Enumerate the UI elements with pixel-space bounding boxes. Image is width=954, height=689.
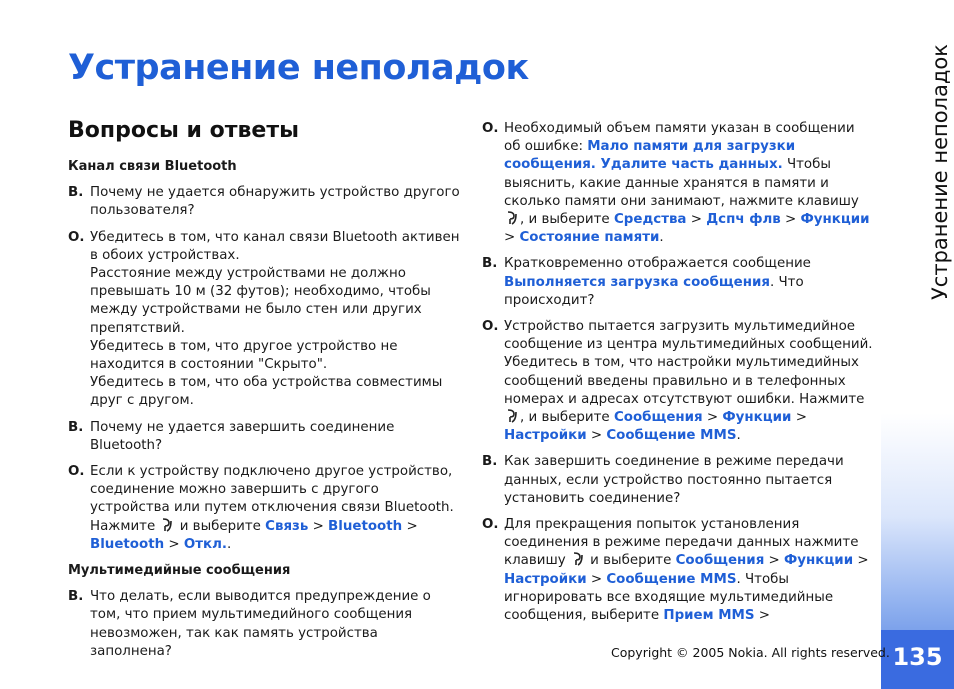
page-number-box [881,630,954,689]
question-label: В. [482,454,498,470]
answer-text: Если к устройству подключено другое устройство, соединение можно завершить с другого устройства или путем отключения связи Bluetooth. Нажмите [90,464,454,534]
question-item [68,588,460,661]
page-title: Устранение неполадок [68,48,529,88]
answer-label: О. [68,464,85,480]
answer-text: . Чтобы игнорировать все входящие мультимедийные сообщения, выберите [504,571,834,624]
answer-text: и выберите [590,553,672,569]
menu-key-icon [161,518,173,532]
menu-path-item: Bluetooth [90,536,165,552]
menu-path-item: Сообщения [675,553,765,569]
question-text: Почему не удается обнаружить устройство другого пользователя? [90,185,460,219]
menu-path-item: Дспч флв [706,212,781,228]
status-message: Выполняется загрузка сообщения [504,274,770,290]
answer-item [68,229,460,411]
question-text: Что делать, если выводится предупреждение о том, что прием мультимедийного сообщения невозможен, так как память устройства заполнена? [90,589,431,659]
subheading-bluetooth: Канал связи Bluetooth [68,159,237,174]
menu-path-separator: > [164,536,184,552]
answer-text: Убедитесь в том, что канал связи Bluetooth активен в обоих устройствах. [90,229,460,263]
answer-text: , и выберите [520,410,610,426]
answer-item [68,463,460,554]
question-item [482,255,874,310]
question-label: В. [68,185,84,201]
menu-path-item: Сообщение MMS [606,571,737,587]
question-label: В. [482,256,498,272]
question-item [482,453,874,508]
answer-label: О. [482,319,499,335]
answer-text: , и выберите [520,212,610,228]
menu-path-separator: > [764,553,785,569]
question-text: Почему не удается завершить соединение Bluetooth? [90,419,395,453]
menu-path-separator: > [686,212,707,228]
menu-path-separator: > [780,212,801,228]
answer-label: О. [482,517,499,533]
menu-path-item: Сообщения [613,410,703,426]
menu-path-item: Связь [265,518,309,534]
menu-path-separator: > [504,230,520,246]
answer-text: Чтобы выяснить, какие данные хранятся в памяти и сколько памяти они занимают, нажмите клавишу [504,157,859,209]
answer-text: Необходимый объем памяти указан в сообщении об ошибке: [504,121,855,155]
subheading-mms: Мультимедийные сообщения [68,563,291,579]
menu-path-separator: > [586,571,607,587]
left-column [68,158,460,669]
menu-path-item: Сообщение MMS [606,428,737,444]
menu-path-separator: > [402,518,418,534]
punctuation: . [659,230,664,246]
answer-text: Расстояние между устройствами не должно превышать 10 м (32 футов); необходимо, чтобы между устройствами не было стен или других препятствий. [90,266,431,336]
menu-path-separator: > [586,428,607,444]
question-label: В. [68,419,84,435]
question-text: . Что происходит? [504,274,804,308]
menu-key-icon [572,552,584,566]
side-tab-label: Устранение неполадок [928,44,952,300]
copyright-notice: Copyright © 2005 Nokia. All rights reserved. [611,645,890,660]
page-number: 135 [892,643,943,671]
menu-path-item: Настройки [504,571,587,587]
menu-path-separator: > [754,608,771,624]
menu-path-item: Прием MMS [663,608,755,624]
menu-path-separator: > [308,518,329,534]
menu-path-item: Функции [784,553,854,569]
menu-path-item: Откл. [183,536,228,552]
question-item [68,184,460,220]
answer-text: Для прекращения попыток установления соединения в режиме передачи данных нажмите клавишу [504,517,859,569]
answer-item [482,318,874,445]
punctuation: . [227,536,232,552]
question-item [68,419,460,455]
menu-path-item: Bluetooth [328,518,403,534]
answer-label: О. [482,121,499,136]
question-text: Как завершить соединение в режиме передачи данных, если устройство постоянно пытается установить соединение? [504,454,844,506]
question-text: Кратковременно отображается сообщение [504,256,811,272]
error-message: Мало памяти для загрузки сообщения. Удалите часть данных. [504,139,796,173]
menu-path-item: Средства [613,212,687,228]
menu-key-icon [506,211,518,225]
menu-path-item: Состояние памяти [519,230,660,246]
answer-label: О. [68,229,85,245]
answer-text: Убедитесь в том, что оба устройства совместимы друг с другом. [90,375,443,409]
answer-item [482,120,874,247]
question-label: В. [68,589,84,605]
answer-text: и выберите [179,518,261,534]
answer-item [482,516,874,625]
menu-path-item: Настройки [504,428,587,444]
menu-path-separator: > [791,410,807,426]
menu-path-item: Функции [800,212,870,228]
answer-text: Устройство пытается загрузить мультимедийное сообщение из центра мультимедийных сообщений. Убедитесь в том, что настройки мультимедийных сообщений введены правильно и в телефонных номерах и адресах отсутствуют ошибки. Нажмите [504,319,873,407]
right-column [482,120,874,633]
punctuation: . [736,428,741,444]
answer-text: Убедитесь в том, что другое устройство не находится в состоянии "Скрыто". [90,338,398,373]
menu-path-separator: > [702,410,723,426]
menu-key-icon [506,409,518,423]
menu-path-item: Функции [722,410,792,426]
side-tab-title [906,44,952,300]
section-title: Вопросы и ответы [68,118,299,143]
menu-path-separator: > [853,553,869,569]
